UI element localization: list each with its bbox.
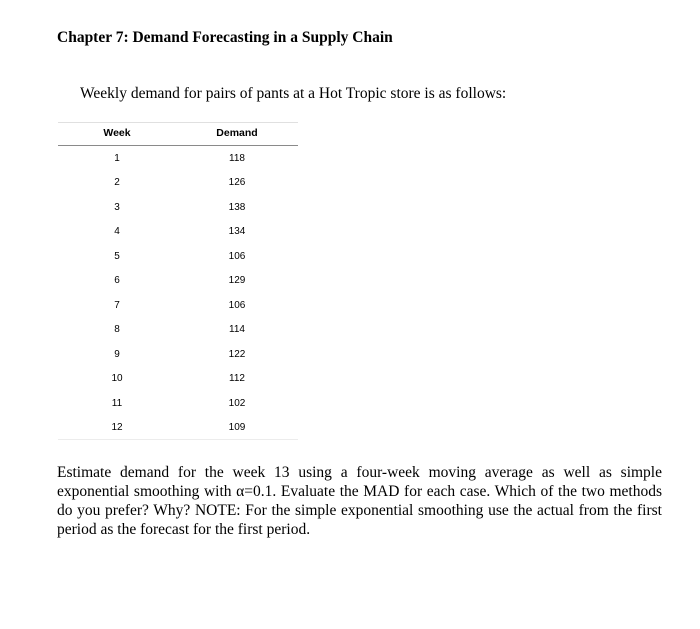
week-cell: 12 bbox=[111, 422, 123, 434]
table-row bbox=[58, 195, 298, 220]
demand-table-body bbox=[58, 146, 298, 441]
week-cell: 1 bbox=[114, 152, 120, 164]
demand-cell: 134 bbox=[228, 226, 246, 238]
demand-column-header: Demand bbox=[176, 121, 298, 146]
week-cell: 6 bbox=[114, 275, 120, 287]
table-row bbox=[58, 416, 298, 441]
table-row bbox=[58, 269, 298, 294]
week-cell: 4 bbox=[114, 226, 120, 238]
table-header-row bbox=[58, 121, 298, 146]
table-row bbox=[58, 171, 298, 196]
demand-cell: 102 bbox=[228, 397, 246, 409]
demand-table-container bbox=[58, 121, 298, 441]
demand-cell: 114 bbox=[229, 324, 245, 336]
table-top-rule bbox=[58, 122, 298, 123]
table-row bbox=[58, 342, 298, 367]
demand-cell: 118 bbox=[229, 152, 245, 164]
week-cell: 7 bbox=[114, 299, 120, 311]
demand-cell: 112 bbox=[229, 373, 245, 385]
demand-table bbox=[58, 121, 298, 440]
table-row bbox=[58, 367, 298, 392]
table-row bbox=[58, 220, 298, 245]
demand-cell: 106 bbox=[228, 299, 246, 311]
week-cell: 10 bbox=[111, 373, 123, 385]
week-cell: 5 bbox=[114, 250, 120, 262]
demand-cell: 122 bbox=[228, 348, 246, 360]
week-column-header: Week bbox=[58, 121, 176, 146]
demand-cell: 138 bbox=[228, 201, 246, 213]
demand-cell: 109 bbox=[228, 422, 246, 434]
chapter-title: Chapter 7: Demand Forecasting in a Supply Chain bbox=[57, 29, 393, 46]
table-row bbox=[58, 391, 298, 416]
demand-cell: 106 bbox=[228, 250, 246, 262]
table-row bbox=[58, 244, 298, 269]
intro-paragraph: Weekly demand for pairs of pants at a Hot Tropic store is as follows: bbox=[80, 85, 507, 102]
week-cell: 9 bbox=[114, 348, 120, 360]
demand-cell: 126 bbox=[228, 177, 246, 189]
week-cell: 8 bbox=[114, 324, 120, 336]
table-row bbox=[58, 293, 298, 318]
question-paragraph: Estimate demand for the week 13 using a four-week moving average as well as simple exponential smoothing with α=0.1. Evaluate the MAD for each case. Which of the two methods do you prefer? Why? NOTE: For the simple exponential smoothing use the actual from the first period as the forecast for the first period. bbox=[57, 464, 662, 538]
week-cell: 2 bbox=[114, 177, 120, 189]
week-cell: 11 bbox=[111, 397, 123, 409]
table-bottom-rule bbox=[58, 439, 298, 440]
table-row bbox=[58, 146, 298, 171]
demand-cell: 129 bbox=[228, 275, 246, 287]
table-row bbox=[58, 318, 298, 343]
week-cell: 3 bbox=[114, 201, 120, 213]
